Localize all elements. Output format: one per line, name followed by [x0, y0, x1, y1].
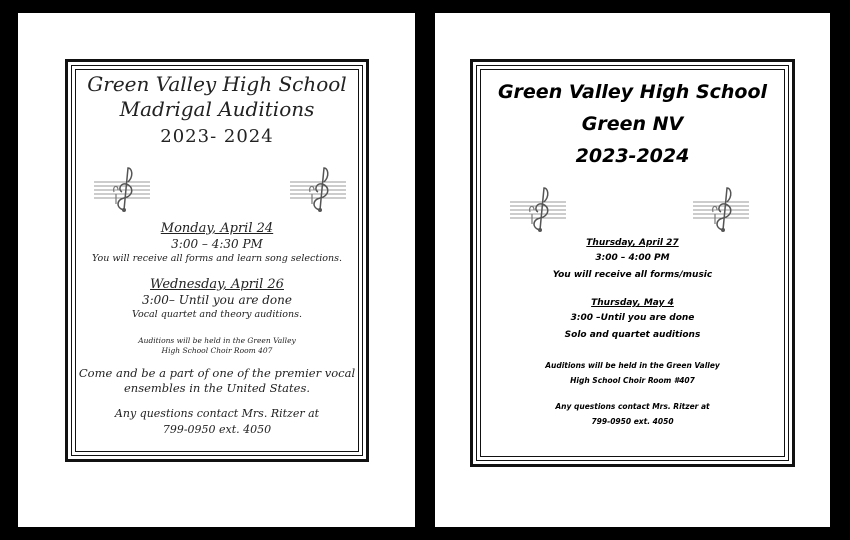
left-title-line2: Madrigal Auditions: [119, 97, 315, 121]
music-clef-icon: [693, 184, 749, 234]
left-page: [18, 13, 415, 527]
right-session1-note: You will receive all forms/music: [552, 270, 713, 280]
right-page: [435, 13, 830, 527]
right-session1-date: Thursday, April 27: [586, 238, 679, 248]
right-session1-time: 3:00 – 4:00 PM: [595, 253, 670, 263]
left-promo-line2: ensembles in the United States.: [123, 381, 311, 395]
right-session2-note: Solo and quartet auditions: [564, 330, 701, 340]
right-title-line1: Green Valley High School: [497, 81, 768, 103]
right-contact-line2: 799-0950 ext. 4050: [591, 417, 674, 426]
right-title-line2: Green NV: [581, 113, 684, 135]
right-contact-line1: Any questions contact Mrs. Ritzer at: [555, 402, 710, 411]
left-location-line2: High School Choir Room 407: [161, 346, 273, 355]
left-contact-line2: 799-0950 ext. 4050: [162, 423, 272, 436]
left-title-line1: Green Valley High School: [87, 72, 347, 96]
left-session1-time: 3:00 – 4:30 PM: [171, 237, 263, 251]
right-flyer: [470, 59, 795, 467]
music-clef-icon: [290, 164, 346, 214]
right-year: 2023-2024: [575, 145, 690, 167]
left-session1-date: Monday, April 24: [160, 221, 274, 236]
left-session2-time: 3:00– Until you are done: [141, 293, 292, 307]
right-location-line2: High School Choir Room #407: [570, 376, 695, 385]
left-flyer: [65, 59, 369, 462]
music-clef-icon: [94, 164, 150, 214]
right-session2-date: Thursday, May 4: [591, 298, 674, 308]
music-clef-icon: [510, 184, 566, 234]
left-year: 2023- 2024: [160, 126, 274, 147]
left-location-line1: Auditions will be held in the Green Valley: [138, 336, 296, 345]
left-session2-date: Wednesday, April 26: [150, 277, 284, 292]
left-contact-line1: Any questions contact Mrs. Ritzer at: [114, 407, 320, 420]
left-session1-note: You will receive all forms and learn song selections.: [92, 253, 342, 264]
right-session2-time: 3:00 –Until you are done: [570, 313, 695, 323]
left-session2-note: Vocal quartet and theory auditions.: [131, 309, 302, 320]
left-promo-line1: Come and be a part of one of the premier vocal: [78, 366, 356, 380]
right-location-line1: Auditions will be held in the Green Valley: [545, 361, 720, 370]
